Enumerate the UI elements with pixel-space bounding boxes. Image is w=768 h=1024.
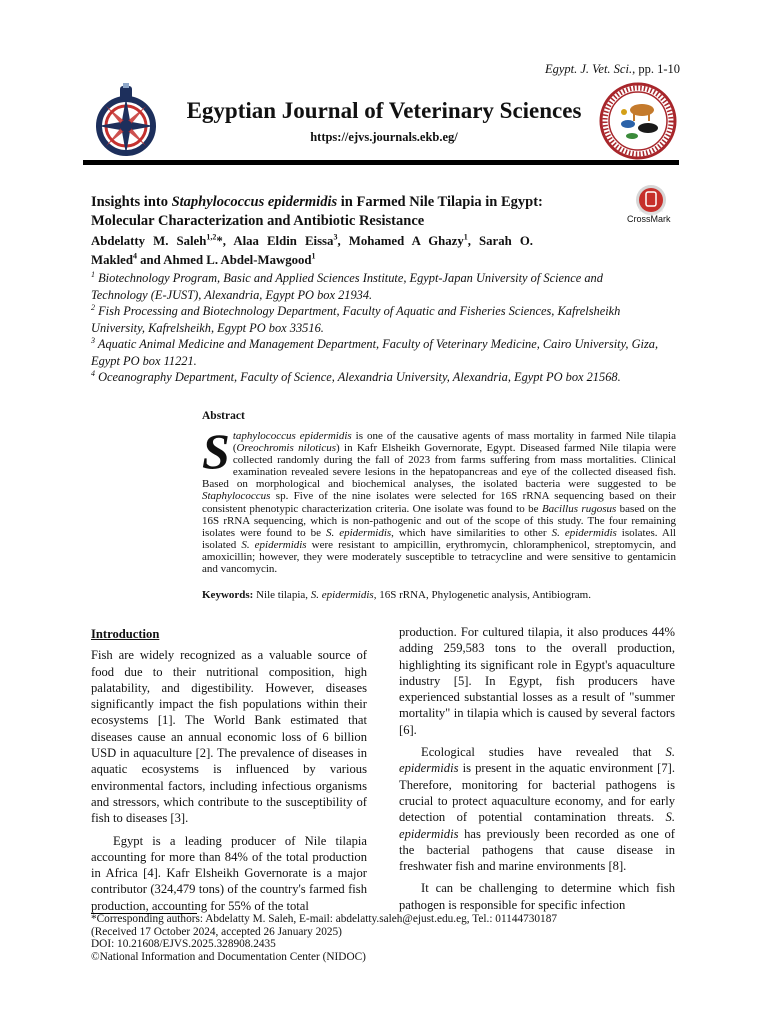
body-paragraph: production. For cultured tilapia, it also produces 44% adding 259,583 tons to the overall production, highlighting its significant role in Egypt's aquaculture industry [5]. In Egypt, fish producers have experienced substantial losses as a result of "summer mortality" in tilapia which is caused by several factors [6]. <box>399 625 675 737</box>
keywords: Keywords: Nile tilapia, S. epidermidis, 16S rRNA, Phylogenetic analysis, Antibiogram. <box>202 589 591 601</box>
author: Mohamed A Ghazy$^1$, <box>348 232 480 248</box>
crossmark-label[interactable]: CrossMark <box>627 214 671 224</box>
introduction-heading: Introduction <box>91 627 160 641</box>
abstract-heading: Abstract <box>202 410 245 422</box>
citation-pages: , pp. 1-10 <box>632 62 680 76</box>
intro-column-left <box>91 626 367 914</box>
abstract-body: Staphylococcus epidermidis is one of the causative agents of mass mortality in farmed Nile tilapia (Oreochromis niloticus) in Kafr Elsheikh Governorate, Egypt. Diseased farmed Nile tilapia were collected randomly during the fall of 2023 from farms suffering from mass mortalities. Clinical examination revealed severe lesions in the hepatopancreas and eye of the collected diseased fish. Based on morphological and biochemical analyses, the isolated bacteria were suggested to be Staphylococcus sp. Five of the nine isolates were selected for 16S rRNA sequencing based on their consistent phenotypic characterization criteria. One isolate was found to be Bacillus rugosus based on the 16S rRNA sequencing, which is non-pathogenic and out of the scope of this study. The four remaining isolates were found to be S. epidermidis, which have similarities to other S. epidermidis isolates. All isolated S. epidermidis were resistant to ampicillin, erythromycin, chloramphenicol, streptomycin, and amoxicillin; however, they were moderately susceptible to tetracycline and were sensitive to gentamicin and vancomycin. <box>202 423 676 576</box>
journal-citation <box>545 62 680 77</box>
author: Abdelatty M. Saleh$^{1,2}$*, <box>91 232 234 248</box>
body-paragraph: Ecological studies have revealed that S. epidermidis is present in the aquatic environment [7]. Therefore, monitoring for bacterial pathogens is crucial to protect aquaculture economy, and for early detection of potential contamination threats. S. epidermidis has previously been recorded as one of the bacterial pathogens that cause disease in freshwater fish and marine environments [8]. <box>399 745 675 874</box>
affiliation: $^1$ Biotechnology Program, Basic and Applied Sciences Institute, Egypt-Japan University of Science and Technology (E-JUST), Alexandria, Egypt PO box 21934. <box>91 269 603 302</box>
affiliation: $^2$ Fish Processing and Biotechnology Department, Faculty of Aquatic and Fisheries Sciences, Kafrelsheikh University, Kafrelsheikh, Egypt PO box 33516. <box>91 302 621 335</box>
corresponding-author: *Corresponding authors: Abdelatty M. Saleh, E-mail: abdelatty.saleh@ejust.edu.eg, Tel.: 01144730187 <box>91 913 558 925</box>
journal-title: Egyptian Journal of Veterinary Sciences <box>186 98 582 123</box>
author: Alaa Eldin Eissa$^3$, <box>233 232 349 248</box>
affiliations <box>91 270 661 386</box>
author: Sarah O. Makled$^4$ and <box>91 234 533 267</box>
journal-url[interactable]: https://ejvs.journals.ekb.eg/ <box>310 130 458 144</box>
body-paragraph: It can be challenging to determine which fish pathogen is responsible for specific infection <box>399 881 675 912</box>
body-paragraph: Fish are widely recognized as a valuable source of food due to their nutritional composition, high palatability, and digestibility. However, diseases significantly impact the fish populations within their ecosystems [1]. The World Bank estimated that diseases cause an annual economic loss of 6 billion USD in aquaculture [2]. The prevalence of diseases in aquatic ecosystems is influenced by various environmental factors, including infectious organisms and stressors, which contribute to the susceptibility of fish to diseases [3]. <box>91 648 367 826</box>
copyright: ©National Information and Documentation Center (NIDOC) <box>91 951 366 964</box>
paper-title: Insights into Staphylococcus epidermidis in Farmed Nile Tilapia in Egypt: Molecular Characterization and Antibiotic Resistance <box>91 194 543 229</box>
abstract-dropcap: S <box>202 423 230 479</box>
citation-journal: Egypt. J. Vet. Sci. <box>544 62 633 76</box>
affiliation: $^4$ Oceanography Department, Faculty of Science, Alexandria University, Alexandria, Egypt PO box 21568. <box>91 368 621 384</box>
author: Ahmed L. Abdel-Mawgood$^1$ <box>163 251 316 267</box>
footnotes <box>91 913 557 964</box>
received-dates: (Received 17 October 2024, accepted 26 January 2025) <box>91 925 342 938</box>
body-paragraph: Egypt is a leading producer of Nile tilapia accounting for more than 84% of the total production in Africa [4]. Kafr Elsheikh Governorate is a major contributor (324,479 tons) of the country's farmed fish production, accounting for 55% of the total <box>91 833 367 913</box>
doi[interactable]: DOI: 10.21608/EJVS.2025.328908.2435 <box>91 938 276 951</box>
intro-column-right <box>399 624 675 913</box>
society-seal-logo <box>598 82 678 160</box>
header-rule <box>83 160 679 165</box>
affiliation: $^3$ Aquatic Animal Medicine and Management Department, Faculty of Veterinary Medicine, Cairo University, Giza, Egypt PO box 11221. <box>91 335 659 368</box>
author-list <box>91 232 533 270</box>
